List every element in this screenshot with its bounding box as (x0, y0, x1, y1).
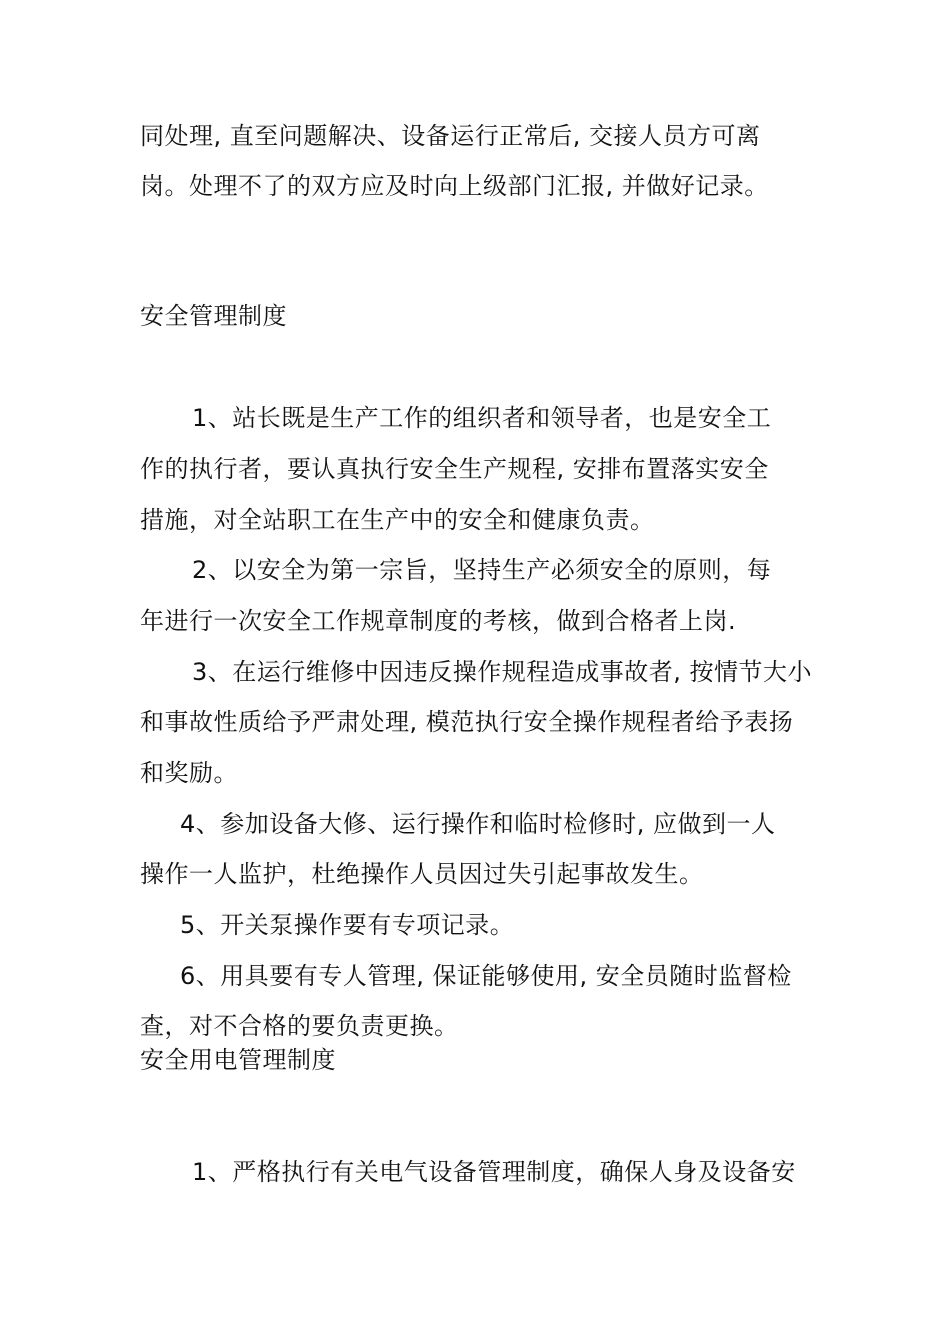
list-item-line: 和事故性质给予严肃处理, 模范执行安全操作规程者给予表扬 (140, 708, 794, 736)
list-item-line: 操作一人监护，杜绝操作人员因过失引起事故发生。 (140, 860, 704, 888)
paragraph-line: 岗。处理不了的双方应及时向上级部门汇报, 并做好记录。 (140, 172, 769, 200)
section-heading: 安全管理制度 (140, 302, 287, 330)
section-heading: 安全用电管理制度 (140, 1046, 336, 1074)
list-item-line: 3、在运行维修中因违反操作规程造成事故者, 按情节大小 (192, 658, 813, 686)
list-item-line: 和奖励。 (140, 759, 238, 787)
paragraph-line: 同处理, 直至问题解决、设备运行正常后, 交接人员方可离 (140, 122, 761, 150)
list-item-line: 2、以安全为第一宗旨，坚持生产必须安全的原则，每 (192, 556, 772, 584)
list-item-line: 6、用具要有专人管理, 保证能够使用, 安全员随时监督检 (180, 962, 792, 990)
list-item-line: 措施，对全站职工在生产中的安全和健康负责。 (140, 506, 655, 534)
list-item-line: 作的执行者，要认真执行安全生产规程, 安排布置落实安全 (140, 455, 769, 483)
list-item-line: 年进行一次安全工作规章制度的考核，做到合格者上岗. (140, 607, 737, 635)
list-item-line: 5、开关泵操作要有专项记录。 (180, 911, 515, 939)
list-item-line: 查，对不合格的要负责更换。 (140, 1012, 459, 1040)
list-item-line: 4、参加设备大修、运行操作和临时检修时, 应做到一人 (180, 810, 776, 838)
list-item-line: 1、严格执行有关电气设备管理制度，确保人身及设备安 (192, 1158, 796, 1186)
list-item-line: 1、站长既是生产工作的组织者和领导者，也是安全工 (192, 404, 772, 432)
